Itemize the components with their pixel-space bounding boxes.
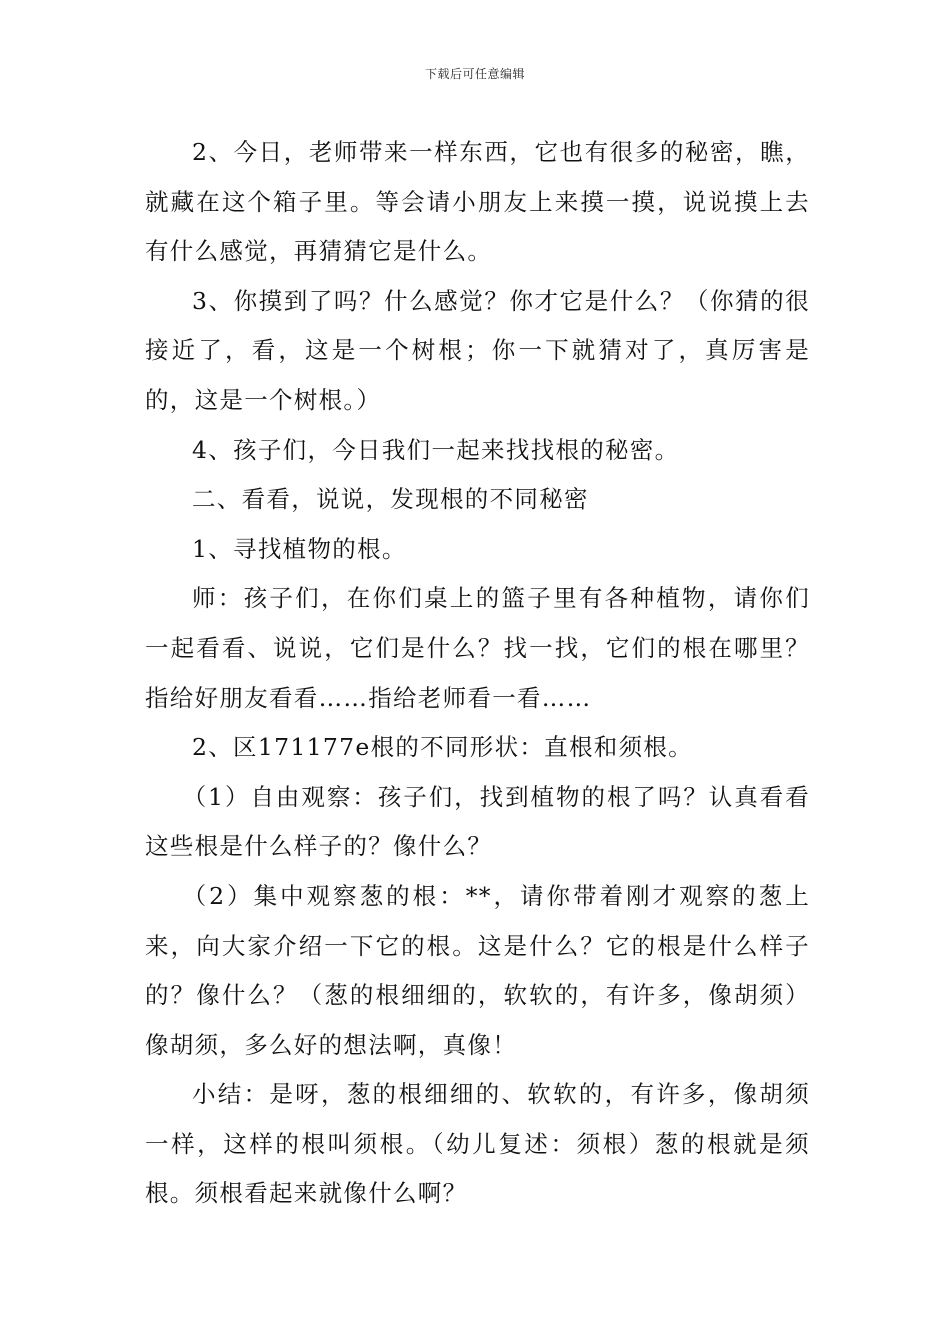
paragraph-free-observe: （1）自由观察：孩子们，找到植物的根了吗？认真看看这些根是什么样子的？像什么？ <box>145 782 810 861</box>
paragraph-guess-root: 3、你摸到了吗？什么感觉？你才它是什么？（你猜的很接近了，看，这是一个树根；你一下就猜对了，真厉害是的，这是一个树根。） <box>145 286 810 414</box>
paragraph-intro-box: 2、今日，老师带来一样东西，它也有很多的秘密，瞧，就藏在这个箱子里。等会请小朋友上来摸一摸，说说摸上去有什么感觉，再猜猜它是什么。 <box>145 138 810 266</box>
header-note: 下载后可任意编辑 <box>424 67 525 81</box>
paragraph-summary: 小结：是呀，葱的根细细的、软软的，有许多，像胡须一样，这样的根叫须根。（幼儿复述：须根）葱的根就是须根。须根看起来就像什么啊？ <box>145 1080 810 1208</box>
paragraph-find-roots: 1、寻找植物的根。 <box>192 534 407 563</box>
section-heading: 二、看看，说说，发现根的不同秘密 <box>192 485 589 514</box>
document-body <box>145 128 810 1219</box>
paragraph-teacher: 师：孩子们，在你们桌上的篮子里有各种植物，请你们一起看看、说说，它们是什么？找一找，它们的根在哪里？指给好朋友看看……指给老师看一看…… <box>145 584 810 712</box>
paragraph-root-shapes: 2、区171177e根的不同形状：直根和须根。 <box>192 733 693 762</box>
paragraph-find-secret: 4、孩子们，今日我们一起来找找根的秘密。 <box>192 435 680 464</box>
paragraph-onion-root: （2）集中观察葱的根：**，请你带着刚才观察的葱上来，向大家介绍一下它的根。这是什么？它的根是什么样子的？像什么？（葱的根细细的，软软的，有许多，像胡须）像胡须，多么好的想法啊，真像！ <box>145 881 810 1059</box>
